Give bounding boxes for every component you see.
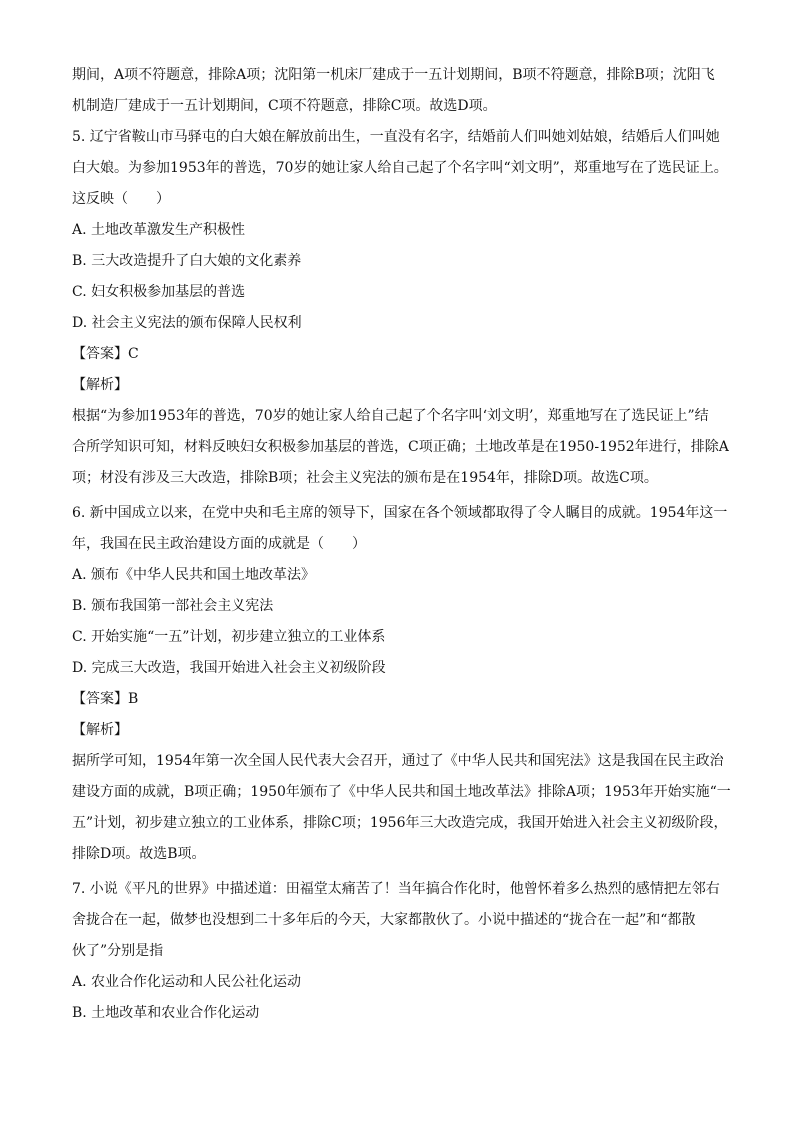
q5-option-b: B. 三大改造提升了白大娘的文化素养 bbox=[72, 253, 302, 269]
q5-analysis-line-2: 合所学知识可知，材料反映妇女积极参加基层的普选，C项正确；土地改革是在1950-1952年进行，排除A bbox=[72, 439, 729, 455]
q5-analysis-line-1: 根据“为参加1953年的普选，70岁的她让家人给自己起了个名字叫‘刘文明’，郑重地写在了选民证上”结 bbox=[72, 408, 709, 424]
q7-stem-line-1: 7. 小说《平凡的世界》中描述道：田福堂太痛苦了！当年搞合作化时，他曾怀着多么热烈的感情把左邻右 bbox=[72, 881, 720, 897]
q7-stem-line-3: 伙了”分别是指 bbox=[72, 943, 164, 959]
q5-answer: 【答案】C bbox=[72, 346, 139, 362]
q6-analysis-line-3: 五”计划，初步建立独立的工业体系，排除C项；1956年三大改造完成，我国开始进入社会主义初级阶段， bbox=[72, 815, 728, 831]
q5-stem-line-2: 白大娘。为参加1953年的普选，70岁的她让家人给自己起了个名字叫“刘文明”，郑重地写在了选民证上。 bbox=[72, 160, 728, 176]
q6-option-b: B. 颁布我国第一部社会主义宪法 bbox=[72, 598, 274, 614]
q5-option-c: C. 妇女积极参加基层的普选 bbox=[72, 284, 246, 300]
q6-answer: 【答案】B bbox=[72, 691, 139, 707]
q6-analysis-label: 【解析】 bbox=[72, 722, 128, 738]
q5-analysis-label: 【解析】 bbox=[72, 377, 128, 393]
prev-analysis-line-1: 期间，A项不符题意，排除A项；沈阳第一机床厂建成于一五计划期间，B项不符题意，排除B项；沈阳飞 bbox=[72, 67, 715, 83]
q6-stem-line-1: 6. 新中国成立以来，在党中央和毛主席的领导下，国家在各个领域都取得了令人瞩目的成就。1954年这一 bbox=[72, 505, 728, 521]
q6-option-c: C. 开始实施“一五”计划，初步建立独立的工业体系 bbox=[72, 629, 386, 645]
q7-option-a: A. 农业合作化运动和人民公社化运动 bbox=[72, 974, 302, 990]
q5-stem-line-3: 这反映（ ） bbox=[72, 191, 170, 207]
q6-analysis-line-1: 据所学可知，1954年第一次全国人民代表大会召开，通过了《中华人民共和国宪法》这是我国在民主政治 bbox=[72, 753, 724, 769]
q6-option-a: A. 颁布《中华人民共和国土地改革法》 bbox=[72, 567, 316, 583]
q6-analysis-line-2: 建设方面的成就，B项正确；1950年颁布了《中华人民共和国土地改革法》排除A项；1953年开始实施“一 bbox=[72, 784, 731, 800]
q6-option-d: D. 完成三大改造，我国开始进入社会主义初级阶段 bbox=[72, 660, 386, 676]
prev-analysis-line-2: 机制造厂建成于一五计划期间，C项不符题意，排除C项。故选D项。 bbox=[72, 98, 497, 114]
q5-option-d: D. 社会主义宪法的颁布保障人民权利 bbox=[72, 315, 302, 331]
q6-stem-line-2: 年，我国在民主政治建设方面的成就是（ ） bbox=[72, 536, 366, 552]
q7-option-b: B. 土地改革和农业合作化运动 bbox=[72, 1005, 260, 1021]
q6-analysis-line-4: 排除D项。故选B项。 bbox=[72, 846, 206, 862]
q7-stem-line-2: 舍拢合在一起，做梦也没想到二十多年后的今天，大家都散伙了。小说中描述的“拢合在一起”和“都散 bbox=[72, 912, 696, 928]
q5-analysis-line-3: 项；材没有涉及三大改造，排除B项；社会主义宪法的颁布是在1954年，排除D项。故选C项。 bbox=[72, 470, 658, 486]
q5-option-a: A. 土地改革激发生产积极性 bbox=[72, 222, 246, 238]
q5-stem-line-1: 5. 辽宁省鞍山市马驿屯的白大娘在解放前出生，一直没有名字，结婚前人们叫她刘姑娘，结婚后人们叫她 bbox=[72, 129, 720, 145]
